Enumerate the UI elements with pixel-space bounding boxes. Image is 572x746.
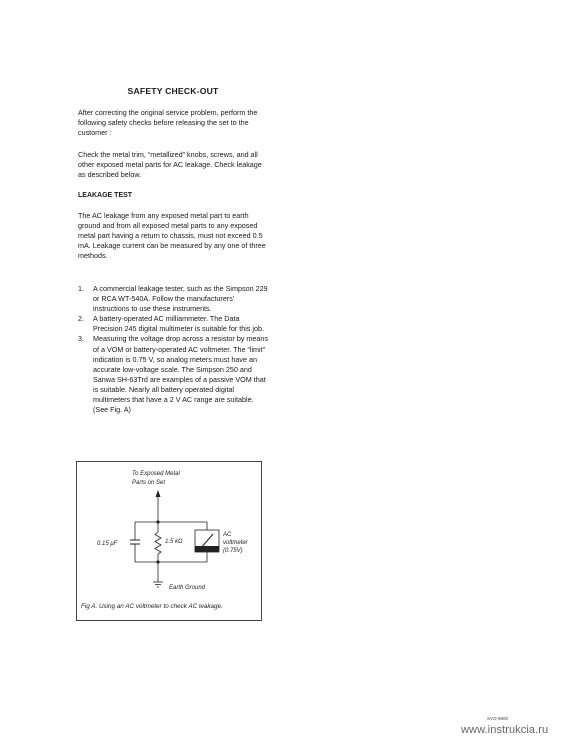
voltmeter-icon bbox=[195, 530, 219, 552]
meter-label-line-3: (0.75V) bbox=[223, 548, 243, 554]
page-title: SAFETY CHECK-OUT bbox=[127, 86, 219, 96]
list-item bbox=[78, 314, 268, 334]
list-item-number: 1. bbox=[78, 284, 84, 293]
ground-icon bbox=[153, 562, 163, 587]
list-item bbox=[78, 284, 268, 314]
list-item bbox=[78, 334, 268, 415]
figure-caption: Fig A. Using an AC voltmeter to check AC leakage. bbox=[81, 603, 223, 610]
methods-list bbox=[78, 284, 268, 415]
model-code: SVO-5800 bbox=[487, 716, 509, 721]
top-label-line-1: To Exposed Metal bbox=[132, 471, 180, 477]
ground-label: Earth Ground bbox=[169, 585, 206, 591]
resistor-label: 1.5 kΩ bbox=[165, 539, 183, 545]
list-item-text: A battery-operated AC milliammeter. The Data Precision 245 digital multimeter is suitable for this job. bbox=[93, 314, 264, 334]
meter-label-line-2: voltmeter bbox=[223, 540, 248, 546]
list-item-text: Measuring the voltage drop across a resistor by means of a VOM or battery-operated AC voltmeter. The “limit” indication is 0.75 V, so analog meters must have an accurate low-voltage scale. The Simpson 250 and Sanwa SH-63Trd are examples of a passive VOM that is suitable. Nearly all battery operated digital multimeters that have a 2 V AC range are suitable. (See Fig. A) bbox=[93, 334, 268, 415]
capacitor-icon bbox=[130, 522, 140, 562]
list-item-number: 3. bbox=[78, 334, 84, 344]
check-paragraph: Check the metal trim, “metallized” knobs, screws, and all other exposed metal parts for AC leakage. Check leakage as described below. bbox=[78, 150, 262, 180]
list-item-text: A commercial leakage tester, such as the Simpson 229 or RCA WT-540A. Follow the manufacturers' instructions to use these instruments. bbox=[93, 284, 268, 314]
top-label-line-2: Parts on Set bbox=[132, 480, 166, 486]
arrow-up-icon bbox=[156, 490, 161, 522]
resistor-icon bbox=[155, 522, 161, 562]
intro-paragraph: After correcting the original service problem, perform the following safety checks before releasing the set to the customer : bbox=[78, 108, 258, 138]
leakage-heading: LEAKAGE TEST bbox=[78, 192, 133, 199]
figure-a bbox=[76, 461, 262, 621]
circuit-diagram bbox=[77, 462, 263, 622]
watermark: www.instrukcia.ru bbox=[461, 724, 549, 736]
meter-label-line-1: AC bbox=[223, 532, 232, 538]
list-item-number: 2. bbox=[78, 314, 84, 324]
capacitor-label: 0.15 μF bbox=[97, 541, 118, 547]
leakage-paragraph: The AC leakage from any exposed metal part to earth ground and from all exposed metal parts to any exposed metal part having a return to chassis, must not exceed 0.5 mA. Leakage current can be measured by any one of three methods. bbox=[78, 211, 266, 261]
